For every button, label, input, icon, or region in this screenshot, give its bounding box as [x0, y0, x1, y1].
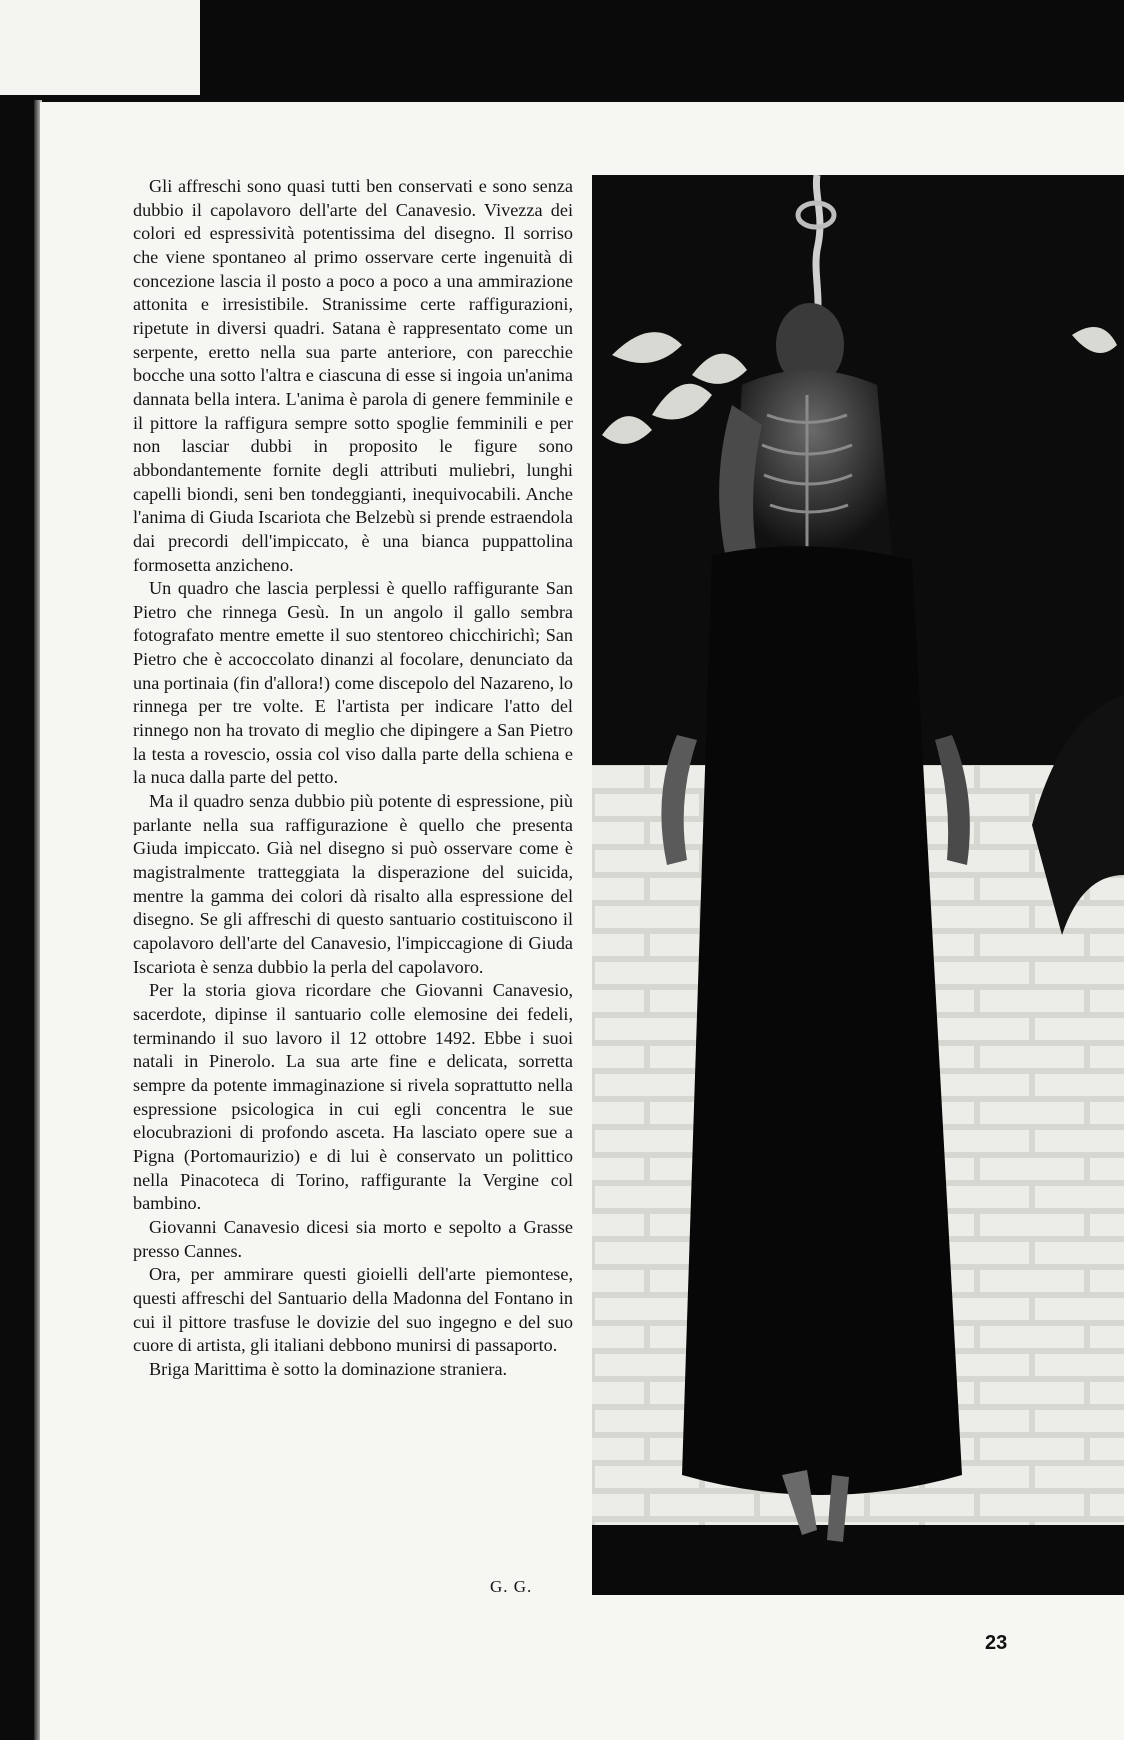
article-paragraph: Gli affreschi sono quasi tutti ben conservati e sono senza dubbio il capolavoro dell'arte del Canavesio. Vivezza dei colori ed espressività potentissima del disegno. Il sorriso che viene spontaneo al primo osservare certe ingenuità di concezione lascia il posto a poco a poco a una ammirazione attonita e irresistibile. Stranissime certe raffigurazioni, ripetute in diversi quadri. Satana è rappresentato come un serpente, eretto nella sua parte anteriore, con parecchie bocche una sotto l'altra e ciascuna di esse si ingoia un'anima dannata bella intera. L'anima è parola di genere femminile e il pittore la raffigura sempre sotto spoglie femminili e per non lasciar dubbi in proposito le figure sono abbondantemente fornite degli attributi muliebri, lunghi capelli biondi, seni ben tondeggianti, inequivocabili. Anche l'anima di Giuda Iscariota che Belzebù si prende estraendola dai precordi dell'impiccato, è una bianca puppattolina formosetta anzicheno. [133, 176, 573, 575]
article-paragraph: Giovanni Canavesio dicesi sia morto e sepolto a Grasse presso Cannes. [133, 1216, 573, 1261]
scan-corner-block [0, 0, 200, 95]
article-paragraph: Ma il quadro senza dubbio più potente di espressione, più parlante nella sua raffigurazione è quello che presenta Giuda impiccato. Già nel disegno si può osservare come è magistralmente tratteggiata la disperazione del suicida, mentre la gamma dei colori dà risalto alla espressione del disegno. Se gli affreschi di questo santuario costituiscono il capolavoro dell'arte del Canavesio, l'impiccagione di Giuda Iscariota è senza dubbio la perla del capolavoro. [133, 791, 573, 977]
article-text-column [133, 175, 573, 1381]
page-number: 23 [985, 1632, 1008, 1654]
fresco-photo-judas-hanged [592, 175, 1124, 1595]
article-paragraph: Ora, per ammirare questi gioielli dell'arte piemontese, questi affreschi del Santuario della Madonna del Fontano in cui il pittore trasfuse le dovizie del suo ingegno e del suo cuore di artista, gli italiani debbono munirsi di passaporto. [133, 1264, 573, 1356]
article-paragraph: Briga Marittima è sotto la dominazione straniera. [149, 1358, 508, 1379]
author-signature: G. G. [490, 1577, 533, 1596]
article-paragraph: Per la storia giova ricordare che Giovanni Canavesio, sacerdote, dipinse il santuario colle elemosine dei fedeli, terminando il suo lavoro il 12 ottobre 1492. Ebbe i suoi natali in Pinerolo. La sua arte fine e delicata, sorretta sempre da potente immaginazione si rivela soprattutto nella espressione psicologica in cui egli concentra le sue elocubrazioni di profondo asceta. Ha lasciato opere sue a Pigna (Portomaurizio) e di lui è conservato un polittico nella Pinacoteca di Torino, raffigurante la Vergine col bambino. [133, 980, 573, 1214]
article-paragraph: Un quadro che lascia perplessi è quello raffigurante San Pietro che rinnega Gesù. In un angolo il gallo sembra fotografato mentre emette il suo stentoreo chicchirichì; San Pietro che è accoccolato dinanzi al focolare, denunciato da una portinaia (fin d'allora!) come discepolo del Nazareno, lo rinnega per tre volte. E l'artista per indicare l'atto del rinnego non ha trovato di meglio che dipingere a San Pietro la testa a rovescio, ossia col viso dalla parte della schiena e la nuca dalla parte del petto. [133, 578, 573, 788]
fresco-illustration [592, 175, 1124, 1595]
